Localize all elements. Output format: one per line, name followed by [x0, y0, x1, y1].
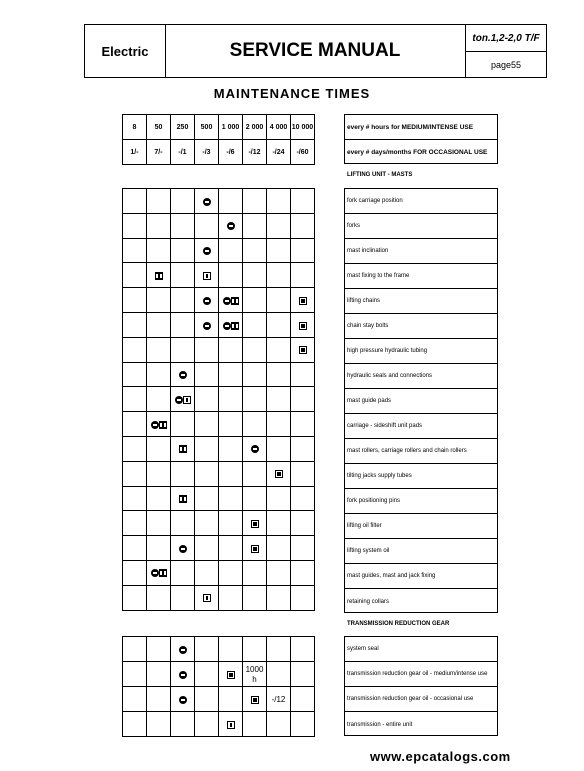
schedule-cell: [243, 436, 267, 461]
model-label: ton.1,2-2,0 T/F: [466, 25, 546, 52]
transmission-labels: [344, 636, 498, 736]
schedule-cell: [123, 536, 147, 561]
schedule-row: [123, 412, 315, 437]
schedule-cell: [219, 486, 243, 511]
schedule-cell: [219, 637, 243, 662]
schedule-cell: [219, 461, 243, 486]
brand-label: Electric: [85, 25, 166, 77]
schedule-cell: [147, 461, 171, 486]
manual-header: [84, 24, 547, 78]
schedule-cell: [195, 412, 219, 437]
schedule-cell: [147, 263, 171, 288]
check-circle-icon: [151, 569, 159, 577]
schedule-cell: [195, 486, 219, 511]
schedule-cell: [219, 436, 243, 461]
interval-note: -/12: [271, 695, 286, 704]
schedule-cell: [267, 213, 291, 238]
change-icon: [299, 346, 307, 354]
schedule-row-label: mast guide pads: [345, 389, 497, 414]
schedule-row: [123, 312, 315, 337]
schedule-cell: [147, 536, 171, 561]
schedule-row: [123, 560, 315, 585]
change-icon: [251, 520, 259, 528]
schedule-cell: [123, 238, 147, 263]
schedule-row-label: mast rollers, carriage rollers and chain rollers: [345, 439, 497, 464]
schedule-cell: [291, 461, 315, 486]
schedule-cell: [171, 362, 195, 387]
schedule-cell: [267, 312, 291, 337]
schedule-cell: [219, 585, 243, 610]
schedule-cell: [195, 461, 219, 486]
schedule-cell: [267, 712, 291, 737]
check-circle-icon: [203, 297, 211, 305]
schedule-cell: [171, 263, 195, 288]
check-circle-icon: [179, 371, 187, 379]
schedule-cell: [243, 536, 267, 561]
schedule-cell: [171, 486, 195, 511]
schedule-row-label: tilting jacks supply tubes: [345, 464, 497, 489]
schedule-cell: [243, 662, 267, 687]
schedule-row-label: transmission reduction gear oil - occasional use: [345, 687, 497, 712]
lubricate-icon: [231, 297, 239, 305]
schedule-cell: [267, 189, 291, 214]
schedule-row-label: carriage - sideshift unit pads: [345, 414, 497, 439]
check-circle-icon: [227, 222, 235, 230]
schedule-cell: [291, 213, 315, 238]
schedule-cell: [219, 560, 243, 585]
schedule-cell: [147, 312, 171, 337]
schedule-cell: [243, 238, 267, 263]
interval-hours-cell: 4 000: [267, 115, 291, 140]
schedule-cell: [195, 536, 219, 561]
interval-hours-cell: 50: [147, 115, 171, 140]
schedule-cell: [267, 662, 291, 687]
interval-days-cell: -/60: [291, 140, 315, 165]
schedule-cell: [147, 362, 171, 387]
schedule-cell: [219, 337, 243, 362]
interval-hours-cell: 8: [123, 115, 147, 140]
schedule-cell: [171, 712, 195, 737]
schedule-cell: [267, 387, 291, 412]
check-circle-icon: [175, 396, 183, 404]
manual-title: SERVICE MANUAL: [165, 25, 466, 77]
schedule-cell: [291, 362, 315, 387]
schedule-cell: [123, 189, 147, 214]
schedule-cell: [219, 687, 243, 712]
interval-header-table: [122, 114, 315, 165]
schedule-cell: [291, 337, 315, 362]
schedule-cell: [243, 362, 267, 387]
lubricate-icon: [231, 322, 239, 330]
schedule-cell: [171, 585, 195, 610]
schedule-cell: [195, 213, 219, 238]
schedule-cell: [291, 436, 315, 461]
schedule-cell: [267, 337, 291, 362]
check-circle-icon: [203, 198, 211, 206]
schedule-cell: [195, 189, 219, 214]
schedule-cell: [147, 337, 171, 362]
schedule-cell: [123, 486, 147, 511]
schedule-cell: [219, 312, 243, 337]
change-icon: [227, 671, 235, 679]
schedule-row-label: mast guides, mast and jack fixing: [345, 564, 497, 589]
schedule-row-label: hydraulic seals and connections: [345, 364, 497, 389]
schedule-cell: [171, 387, 195, 412]
check-circle-icon: [179, 696, 187, 704]
schedule-cell: [123, 712, 147, 737]
schedule-cell: [147, 637, 171, 662]
schedule-cell: [171, 687, 195, 712]
schedule-row-label: high pressure hydraulic tubing: [345, 339, 497, 364]
schedule-cell: [171, 288, 195, 313]
schedule-cell: [243, 288, 267, 313]
schedule-cell: [291, 712, 315, 737]
schedule-row: [123, 486, 315, 511]
schedule-cell: [267, 263, 291, 288]
schedule-cell: [291, 687, 315, 712]
interval-days-cell: -/12: [243, 140, 267, 165]
interval-days-cell: 7/-: [147, 140, 171, 165]
interval-note: 1000 h: [245, 665, 264, 684]
schedule-cell: [123, 687, 147, 712]
schedule-cell: [195, 362, 219, 387]
schedule-cell: [243, 486, 267, 511]
legend-box: [344, 114, 498, 164]
schedule-cell: [219, 263, 243, 288]
schedule-row-label: lifting chains: [345, 289, 497, 314]
schedule-cell: [195, 687, 219, 712]
schedule-row: [123, 387, 315, 412]
schedule-cell: [243, 189, 267, 214]
schedule-cell: [147, 585, 171, 610]
interval-days-cell: -/3: [195, 140, 219, 165]
schedule-cell: [243, 387, 267, 412]
lifting-schedule-grid: [122, 188, 315, 611]
schedule-cell: [171, 412, 195, 437]
schedule-cell: [243, 511, 267, 536]
schedule-row-label: retaining collars: [347, 598, 390, 605]
schedule-row-label: mast fixing to the frame: [345, 264, 497, 289]
schedule-cell: [195, 560, 219, 585]
schedule-cell: [267, 412, 291, 437]
schedule-cell: [195, 263, 219, 288]
schedule-cell: [243, 213, 267, 238]
schedule-cell: [243, 412, 267, 437]
schedule-row-label: fork positioning pins: [345, 489, 497, 514]
schedule-cell: [291, 560, 315, 585]
schedule-cell: [243, 712, 267, 737]
schedule-cell: [195, 511, 219, 536]
schedule-cell: [291, 511, 315, 536]
schedule-cell: [123, 436, 147, 461]
schedule-cell: [267, 687, 291, 712]
schedule-cell: [147, 288, 171, 313]
schedule-cell: [291, 486, 315, 511]
schedule-cell: [291, 662, 315, 687]
interval-days-cell: -/24: [267, 140, 291, 165]
schedule-cell: [123, 637, 147, 662]
check-circle-icon: [223, 322, 231, 330]
schedule-cell: [123, 461, 147, 486]
schedule-cell: [291, 412, 315, 437]
schedule-row-label: mast inclination: [345, 239, 497, 264]
check-circle-icon: [251, 445, 259, 453]
legend-hours: every # hours for MEDIUM/INTENSE USE: [345, 115, 497, 140]
schedule-row: [123, 337, 315, 362]
schedule-cell: [123, 511, 147, 536]
schedule-cell: [219, 536, 243, 561]
schedule-cell: [267, 461, 291, 486]
schedule-row: [123, 511, 315, 536]
schedule-cell: [243, 585, 267, 610]
schedule-cell: [123, 213, 147, 238]
schedule-cell: [171, 436, 195, 461]
schedule-row: [123, 712, 315, 737]
schedule-cell: [195, 288, 219, 313]
schedule-cell: [123, 412, 147, 437]
change-icon: [251, 545, 259, 553]
schedule-row-label: transmission reduction gear oil - medium/intense use: [345, 662, 497, 687]
interval-hours-cell: 1 000: [219, 115, 243, 140]
schedule-cell: [171, 337, 195, 362]
schedule-cell: [219, 662, 243, 687]
check-circle-icon: [179, 545, 187, 553]
lubricate-icon: [179, 495, 187, 503]
schedule-row: [123, 238, 315, 263]
schedule-cell: [291, 585, 315, 610]
schedule-cell: [147, 213, 171, 238]
schedule-row-label: fork carriage position: [345, 189, 497, 214]
schedule-cell: [195, 238, 219, 263]
transmission-section-heading: TRANSMISSION REDUCTION GEAR: [347, 621, 450, 627]
schedule-cell: [267, 486, 291, 511]
schedule-cell: [219, 712, 243, 737]
change-icon: [251, 696, 259, 704]
schedule-cell: [147, 560, 171, 585]
schedule-cell: [195, 712, 219, 737]
check-circle-icon: [203, 247, 211, 255]
schedule-cell: [291, 189, 315, 214]
interval-hours-cell: 250: [171, 115, 195, 140]
check-circle-icon: [151, 421, 159, 429]
schedule-cell: [123, 263, 147, 288]
schedule-cell: [171, 461, 195, 486]
schedule-cell: [291, 238, 315, 263]
schedule-cell: [243, 263, 267, 288]
schedule-cell: [147, 412, 171, 437]
interval-days-cell: 1/-: [123, 140, 147, 165]
schedule-row-label: lifting system oil: [345, 539, 497, 564]
change-icon: [299, 297, 307, 305]
schedule-row: [123, 687, 315, 712]
schedule-cell: [123, 312, 147, 337]
schedule-cell: [219, 511, 243, 536]
schedule-cell: [267, 560, 291, 585]
schedule-row-label: chain stay bolts: [345, 314, 497, 339]
schedule-cell: [219, 362, 243, 387]
schedule-cell: [171, 560, 195, 585]
replace-icon: [183, 396, 191, 404]
schedule-cell: [267, 238, 291, 263]
schedule-cell: [171, 511, 195, 536]
schedule-row: [123, 362, 315, 387]
schedule-cell: [243, 560, 267, 585]
schedule-row: [123, 189, 315, 214]
schedule-cell: [123, 362, 147, 387]
replace-icon: [203, 272, 211, 280]
schedule-row-label: transmission - entire unit: [347, 721, 413, 728]
schedule-cell: [267, 362, 291, 387]
schedule-cell: [219, 189, 243, 214]
schedule-cell: [123, 337, 147, 362]
lifting-section-heading: LIFTING UNIT - MASTS: [347, 172, 413, 178]
schedule-cell: [291, 263, 315, 288]
section-title: MAINTENANCE TIMES: [213, 86, 371, 101]
change-icon: [275, 470, 283, 478]
schedule-cell: [267, 585, 291, 610]
interval-hours-cell: 10 000: [291, 115, 315, 140]
schedule-row: [123, 213, 315, 238]
schedule-cell: [195, 662, 219, 687]
schedule-cell: [219, 238, 243, 263]
schedule-cell: [147, 712, 171, 737]
check-circle-icon: [223, 297, 231, 305]
schedule-cell: [291, 312, 315, 337]
schedule-cell: [147, 238, 171, 263]
schedule-cell: [195, 436, 219, 461]
schedule-cell: [171, 637, 195, 662]
schedule-row-label: lifting oil filter: [345, 514, 497, 539]
schedule-row: [123, 662, 315, 687]
schedule-cell: [195, 337, 219, 362]
change-icon: [299, 322, 307, 330]
schedule-cell: [291, 536, 315, 561]
schedule-cell: [147, 436, 171, 461]
schedule-cell: [267, 637, 291, 662]
schedule-cell: [219, 387, 243, 412]
lubricate-icon: [159, 421, 167, 429]
schedule-cell: [219, 412, 243, 437]
check-circle-icon: [203, 322, 211, 330]
schedule-cell: [243, 312, 267, 337]
check-circle-icon: [179, 671, 187, 679]
schedule-cell: [171, 213, 195, 238]
lifting-labels: [344, 188, 498, 613]
schedule-cell: [171, 662, 195, 687]
replace-icon: [227, 721, 235, 729]
footer-watermark: www.epcatalogs.com: [370, 749, 511, 764]
schedule-cell: [243, 337, 267, 362]
legend-days: every # days/months FOR OCCASIONAL USE: [347, 148, 488, 156]
schedule-cell: [291, 288, 315, 313]
schedule-cell: [267, 511, 291, 536]
schedule-row: [123, 585, 315, 610]
schedule-cell: [195, 637, 219, 662]
schedule-cell: [243, 637, 267, 662]
lubricate-icon: [179, 445, 187, 453]
schedule-row: [123, 288, 315, 313]
schedule-cell: [267, 288, 291, 313]
transmission-schedule-grid: [122, 636, 315, 737]
interval-days-cell: -/6: [219, 140, 243, 165]
schedule-cell: [195, 387, 219, 412]
schedule-cell: [123, 560, 147, 585]
check-circle-icon: [179, 646, 187, 654]
lubricate-icon: [159, 569, 167, 577]
schedule-cell: [123, 387, 147, 412]
schedule-cell: [267, 436, 291, 461]
schedule-cell: [171, 312, 195, 337]
schedule-cell: [219, 288, 243, 313]
page-number: page55: [490, 59, 522, 70]
schedule-cell: [243, 461, 267, 486]
schedule-row: [123, 637, 315, 662]
interval-hours-cell: 2 000: [243, 115, 267, 140]
schedule-cell: [147, 687, 171, 712]
schedule-row-label: system seal: [345, 637, 497, 662]
schedule-row: [123, 461, 315, 486]
schedule-cell: [267, 536, 291, 561]
schedule-cell: [147, 387, 171, 412]
schedule-cell: [195, 312, 219, 337]
schedule-cell: [123, 288, 147, 313]
schedule-row: [123, 436, 315, 461]
schedule-cell: [171, 536, 195, 561]
schedule-row-label: forks: [345, 214, 497, 239]
schedule-cell: [219, 213, 243, 238]
schedule-cell: [123, 585, 147, 610]
schedule-cell: [147, 486, 171, 511]
schedule-cell: [291, 387, 315, 412]
lubricate-icon: [155, 272, 163, 280]
schedule-cell: [147, 189, 171, 214]
schedule-cell: [195, 585, 219, 610]
schedule-cell: [291, 637, 315, 662]
schedule-row: [123, 536, 315, 561]
interval-hours-cell: 500: [195, 115, 219, 140]
replace-icon: [203, 594, 211, 602]
interval-days-cell: -/1: [171, 140, 195, 165]
schedule-row: [123, 263, 315, 288]
schedule-cell: [147, 511, 171, 536]
schedule-cell: [147, 662, 171, 687]
schedule-cell: [171, 189, 195, 214]
schedule-cell: [171, 238, 195, 263]
schedule-cell: [243, 687, 267, 712]
schedule-cell: [123, 662, 147, 687]
